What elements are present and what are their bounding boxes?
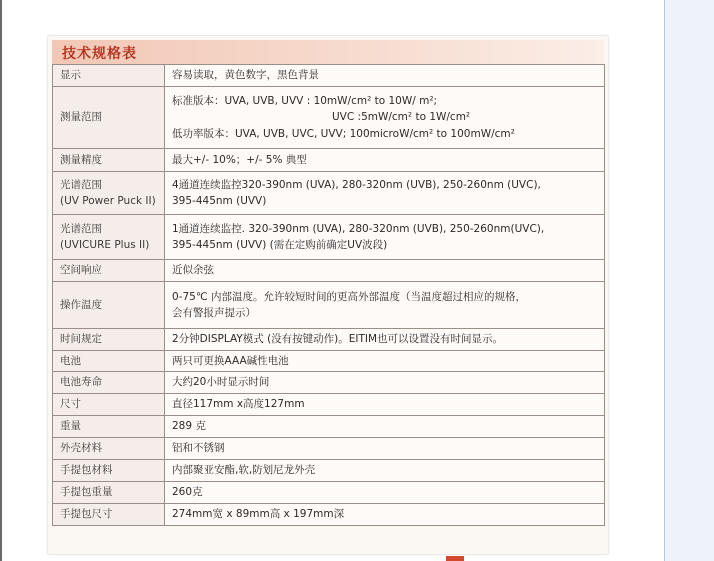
spec-value-line: 标准版本：UVA, UVB, UVV : 10mW/cm² to 10W/ m²; bbox=[172, 95, 438, 108]
spec-value bbox=[165, 393, 605, 415]
spec-sheet-image bbox=[48, 36, 608, 554]
spec-key: 电池 bbox=[53, 351, 165, 372]
spec-row bbox=[53, 329, 605, 351]
spec-value-line: 395-445nm (UVV) bbox=[172, 195, 267, 207]
spec-row bbox=[53, 415, 605, 437]
spec-row bbox=[53, 481, 605, 503]
spec-value bbox=[165, 149, 605, 172]
spec-row bbox=[53, 393, 605, 415]
spec-value-line: 铝和不锈钢 bbox=[172, 441, 225, 454]
spec-key: 电池寿命 bbox=[53, 372, 165, 393]
spec-row bbox=[53, 459, 605, 481]
spec-key: 外壳材料 bbox=[53, 437, 165, 459]
spec-value bbox=[165, 437, 605, 459]
spec-value-line: 1通道连续监控. 320-390nm (UVA), 280-320nm (UVB), 250-260nm(UVC), bbox=[172, 222, 545, 235]
spec-value bbox=[165, 87, 605, 149]
side-panel bbox=[665, 0, 714, 561]
spec-value-line: 近似余弦 bbox=[172, 264, 214, 277]
spec-value bbox=[165, 282, 605, 329]
spec-key: 时间规定 bbox=[53, 329, 165, 351]
spec-table bbox=[52, 64, 605, 526]
spec-value bbox=[165, 260, 605, 282]
spec-row bbox=[53, 437, 605, 459]
spec-row bbox=[53, 351, 605, 372]
spec-value bbox=[165, 503, 605, 525]
spec-title: 技术规格表 bbox=[62, 46, 137, 62]
spec-key: 显示 bbox=[53, 65, 165, 87]
left-border bbox=[0, 0, 2, 561]
spec-row bbox=[53, 260, 605, 282]
spec-value-line: 274mm宽 x 89mm高 x 197mm深 bbox=[172, 507, 345, 520]
spec-value-line: 内部聚亚安酯,软,防划尼龙外壳 bbox=[172, 463, 316, 476]
spec-row bbox=[53, 215, 605, 260]
spec-row bbox=[53, 282, 605, 329]
spec-value-line: 两只可更换AAA碱性电池 bbox=[172, 355, 289, 367]
spec-key: 光谱范围 (UV Power Puck II) bbox=[53, 172, 165, 215]
spec-row bbox=[53, 65, 605, 87]
spec-key: 尺寸 bbox=[53, 393, 165, 415]
spec-key: 空间响应 bbox=[53, 260, 165, 282]
spec-key: 重量 bbox=[53, 415, 165, 437]
spec-key: 操作温度 bbox=[53, 282, 165, 329]
spec-value bbox=[165, 415, 605, 437]
spec-key: 测量精度 bbox=[53, 149, 165, 172]
spec-value bbox=[165, 329, 605, 351]
spec-value-line: 289 克 bbox=[172, 419, 206, 432]
spec-value-line: 4通道连续监控320-390nm (UVA), 280-320nm (UVB), 250-260nm (UVC), bbox=[172, 178, 541, 191]
spec-key: 手提包尺寸 bbox=[53, 503, 165, 525]
spec-key: 光谱范围 (UVICURE Plus II) bbox=[53, 215, 165, 260]
spec-row bbox=[53, 87, 605, 149]
spec-value bbox=[165, 481, 605, 503]
spec-value-line: 0-75℃ 内部温度。允许较短时间的更高外部温度（当温度超过相应的规格， bbox=[172, 290, 526, 303]
page-marker bbox=[446, 556, 464, 561]
spec-value bbox=[165, 351, 605, 372]
spec-value-line: 容易读取，黄色数字，黑色背景 bbox=[172, 69, 319, 82]
spec-key: 手提包重量 bbox=[53, 481, 165, 503]
spec-value-line: 会有警报声提示） bbox=[172, 307, 256, 319]
spec-value-line: 低功率版本：UVA, UVB, UVC, UVV; 100microW/cm² to 100mW/cm² bbox=[172, 127, 515, 140]
spec-value bbox=[165, 372, 605, 393]
spec-row bbox=[53, 149, 605, 172]
spec-value-line: 2分钟DISPLAY模式 (没有按键动作)。EITIM也可以设置没有时间显示。 bbox=[172, 333, 504, 346]
spec-key: 手提包材料 bbox=[53, 459, 165, 481]
spec-value bbox=[165, 65, 605, 87]
spec-value-line: 直径117mm x高度127mm bbox=[172, 397, 305, 410]
spec-row bbox=[53, 372, 605, 393]
spec-value-line: UVC :5mW/cm² to 1W/cm² bbox=[332, 111, 471, 124]
spec-value bbox=[165, 215, 605, 260]
spec-title-bar bbox=[52, 40, 604, 64]
spec-value-line: 最大+/- 10%；+/- 5% 典型 bbox=[172, 153, 307, 166]
spec-value bbox=[165, 172, 605, 215]
spec-value-line: 大约20小时显示时间 bbox=[172, 376, 270, 389]
spec-value-line: 395-445nm (UVV) (需在定购前确定UV波段) bbox=[172, 239, 388, 251]
spec-key: 测量范围 bbox=[53, 87, 165, 149]
spec-value bbox=[165, 459, 605, 481]
spec-row bbox=[53, 503, 605, 525]
spec-row bbox=[53, 172, 605, 215]
spec-value-line: 260克 bbox=[172, 485, 203, 498]
